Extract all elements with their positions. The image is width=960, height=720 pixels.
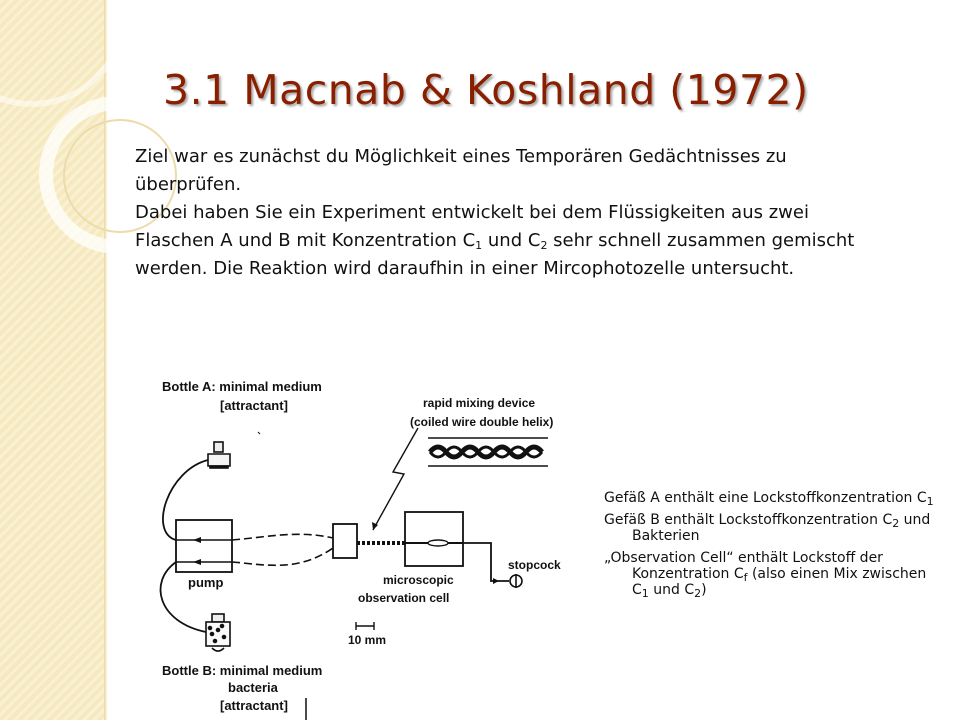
observation-cell	[405, 512, 463, 566]
bottle-b-attractant: [attractant]	[220, 698, 288, 713]
bullet-3-sub-1: 1	[641, 587, 649, 600]
bullet-1	[604, 490, 939, 506]
intro-text	[135, 143, 855, 283]
intro-p2-part-c: sehr schnell zusammen gemischt werden. Die Reaktion wird daraufhin in einer Mircophotozelle untersucht.	[135, 230, 855, 279]
bullet-1-text: Gefäß A enthält eine Lockstoffkonzentration C	[604, 490, 927, 506]
scale-bar	[356, 622, 374, 630]
pump-label: pump	[188, 575, 224, 590]
bullet-2-tail: und Bakterien	[632, 512, 931, 544]
helix-detail	[423, 435, 551, 469]
apparatus-diagram	[148, 362, 588, 720]
subscript-2: 2	[540, 239, 548, 252]
bullet-3	[604, 550, 939, 598]
observation-cell-label-2: observation cell	[358, 591, 450, 605]
observation-cell-label-1: microscopic	[383, 573, 454, 587]
bullet-3-mid: (also einen Mix zwischen C	[632, 566, 927, 598]
bullet-3-mid2: und C	[648, 582, 695, 598]
intro-paragraph-1: Ziel war es zunächst du Möglichkeit eines Temporären Gedächtnisses zu überprüfen.	[135, 146, 787, 195]
bullet-3-sub-2: 2	[694, 587, 702, 600]
bullet-3-text: „Observation Cell“ enthält Lockstoff der Konzentration C	[604, 550, 883, 582]
bullet-list	[604, 490, 939, 604]
bullet-2	[604, 512, 939, 544]
bullet-3-end: )	[701, 582, 707, 598]
bullet-2-text: Gefäß B enthält Lockstoffkonzentration C	[604, 512, 893, 528]
subscript-1: 1	[475, 239, 483, 252]
rapid-mixing-label: rapid mixing device	[423, 396, 536, 410]
rapid-mixing-sublabel: (coiled wire double helix)	[410, 415, 554, 429]
stopcock-label: stopcock	[508, 558, 561, 572]
intro-p2-part-b: und C	[482, 230, 541, 251]
bottle-b-bacteria: bacteria	[228, 680, 278, 695]
bullet-1-sub: 1	[926, 495, 934, 508]
intro-paragraph-2	[135, 199, 855, 283]
bullet-2-sub: 2	[892, 517, 900, 530]
pump-box	[176, 520, 232, 572]
scale-label: 10 mm	[348, 633, 387, 647]
outlet-tube	[463, 543, 509, 581]
bottle-a-attractant: [attractant]	[220, 398, 288, 413]
bottle-b-label: Bottle B: minimal medium	[162, 663, 323, 678]
bullet-3-sub-f: f	[743, 571, 748, 584]
feed-lines	[232, 534, 333, 565]
mixing-device	[333, 524, 357, 558]
bottle-a	[208, 442, 230, 468]
intro-p2-part-a: Dabei haben Sie ein Experiment entwickelt bei dem Flüssigkeiten aus zwei Flaschen A und B mit Konzentration C	[135, 202, 809, 251]
slide-title: 3.1 Macnab & Koshland (1972)	[163, 66, 809, 114]
bottle-b	[206, 614, 230, 651]
bottle-a-label: Bottle A: minimal medium	[162, 379, 322, 394]
